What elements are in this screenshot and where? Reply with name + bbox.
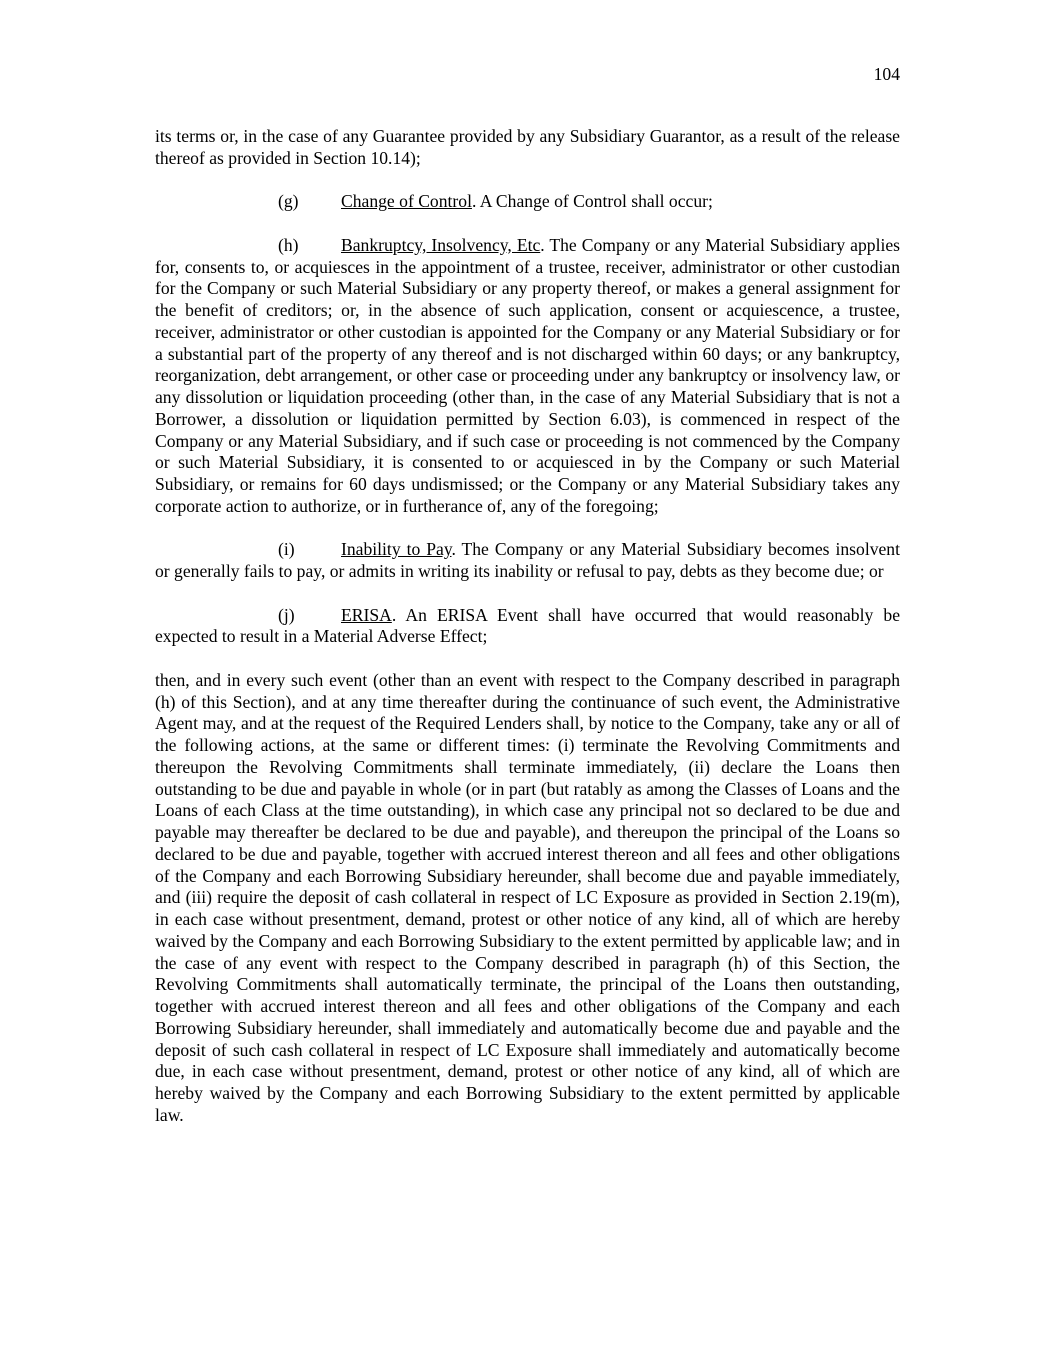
clause-h-heading: Bankruptcy, Insolvency, Etc — [341, 234, 541, 255]
clause-i — [155, 539, 900, 583]
continued-paragraph: its terms or, in the case of any Guarantee provided by any Subsidiary Guarantor, as a result of the release thereof as provided in Section 10.14); — [155, 126, 900, 168]
clause-h — [155, 235, 900, 518]
clause-i-text: . The Company or any Material Subsidiary becomes insolvent or generally fails to pay, or admits in writing its inability or refusal to pay, debts as they become due; or — [155, 539, 900, 581]
clause-g-text: . A Change of Control shall occur; — [471, 191, 713, 212]
clause-h-label: (h) — [278, 234, 299, 255]
clause-j-heading: ERISA — [341, 604, 392, 625]
remedies-paragraph: then, and in every such event (other than an event with respect to the Company described in paragraph (h) of this Section), and at any time thereafter during the continuance of such event, the Administrative Agent may, and at the request of the Required Lenders shall, by notice to the Company, take any or all of the following actions, at the same or different times: (i) terminate the Revolving Commitments and thereupon the Revolving Commitments shall terminate immediately, (ii) declare the Loans then outstanding to be due and payable in whole (or in part (but ratably as among the Classes of Loans and the Loans of each Class at the time outstanding), in which case any principal not so declared to be due and payable may thereafter be declared to be due and payable), and thereupon the principal of the Loans so declared to be due and payable, together with accrued interest thereon and all fees and other obligations of the Company and each Borrowing Subsidiary hereunder, shall become due and payable immediately, and (iii) require the deposit of cash collateral in respect of LC Exposure as provided in Section 2.19(m), in each case without presentment, demand, protest or other notice of any kind, all of which are hereby waived by the Company and each Borrowing Subsidiary to the extent permitted by applicable law; and in the case of any event with respect to the Company described in paragraph (h) of this Section, the Revolving Commitments shall automatically terminate, the principal of the Loans then outstanding, together with accrued interest thereon and all fees and other obligations of the Company and each Borrowing Subsidiary hereunder, shall immediately and automatically become due and payable and the deposit of such cash collateral in respect of LC Exposure shall immediately and automatically become due, in each case without presentment, demand, protest or other notice of any kind, all of which are hereby waived by the Company and each Borrowing Subsidiary to the extent permitted by applicable law. — [155, 669, 900, 1125]
clause-g-label: (g) — [278, 191, 299, 212]
clause-i-label: (i) — [278, 539, 295, 560]
clause-j-text: . An ERISA Event shall have occurred that would reasonably be expected to result in a Material Adverse Effect; — [155, 604, 900, 647]
document-body — [155, 126, 900, 1148]
page-number: 104 — [873, 64, 900, 84]
clause-g-heading: Change of Control — [341, 191, 472, 212]
clause-j-label: (j) — [278, 604, 295, 625]
clause-j — [155, 605, 900, 649]
clause-i-heading: Inability to Pay — [341, 539, 452, 560]
clause-g — [155, 191, 900, 213]
clause-h-text: . The Company or any Material Subsidiary applies for, consents to, or acquiesces in the appointment of a trustee, receiver, administrator or other custodian for the Company or such Material Subsidiary or any property thereof, or makes a general assignment for the benefit of creditors; or, in the absence of such application, consent or acquiescence, a trustee, receiver, administrator or other custodian is appointed for the Company or any Material Subsidiary or for a substantial part of the property of any thereof and is not discharged within 60 days; or any bankruptcy, reorganization, debt arrangement, or other case or proceeding under any bankruptcy or insolvency law, or any dissolution or liquidation proceeding (other than, in the case of any Material Subsidiary that is not a Borrower, a dissolution or liquidation permitted by Section 6.03), is commenced in respect of the Company or any Material Subsidiary, and if such case or proceeding is not commenced by the Company or such Material Subsidiary, it is consented to or acquiesced in by the Company or such Material Subsidiary, or remains for 60 days undismissed; or the Company or any Material Subsidiary takes any corporate action to authorize, or in furtherance of, any of the foregoing; — [155, 234, 900, 516]
